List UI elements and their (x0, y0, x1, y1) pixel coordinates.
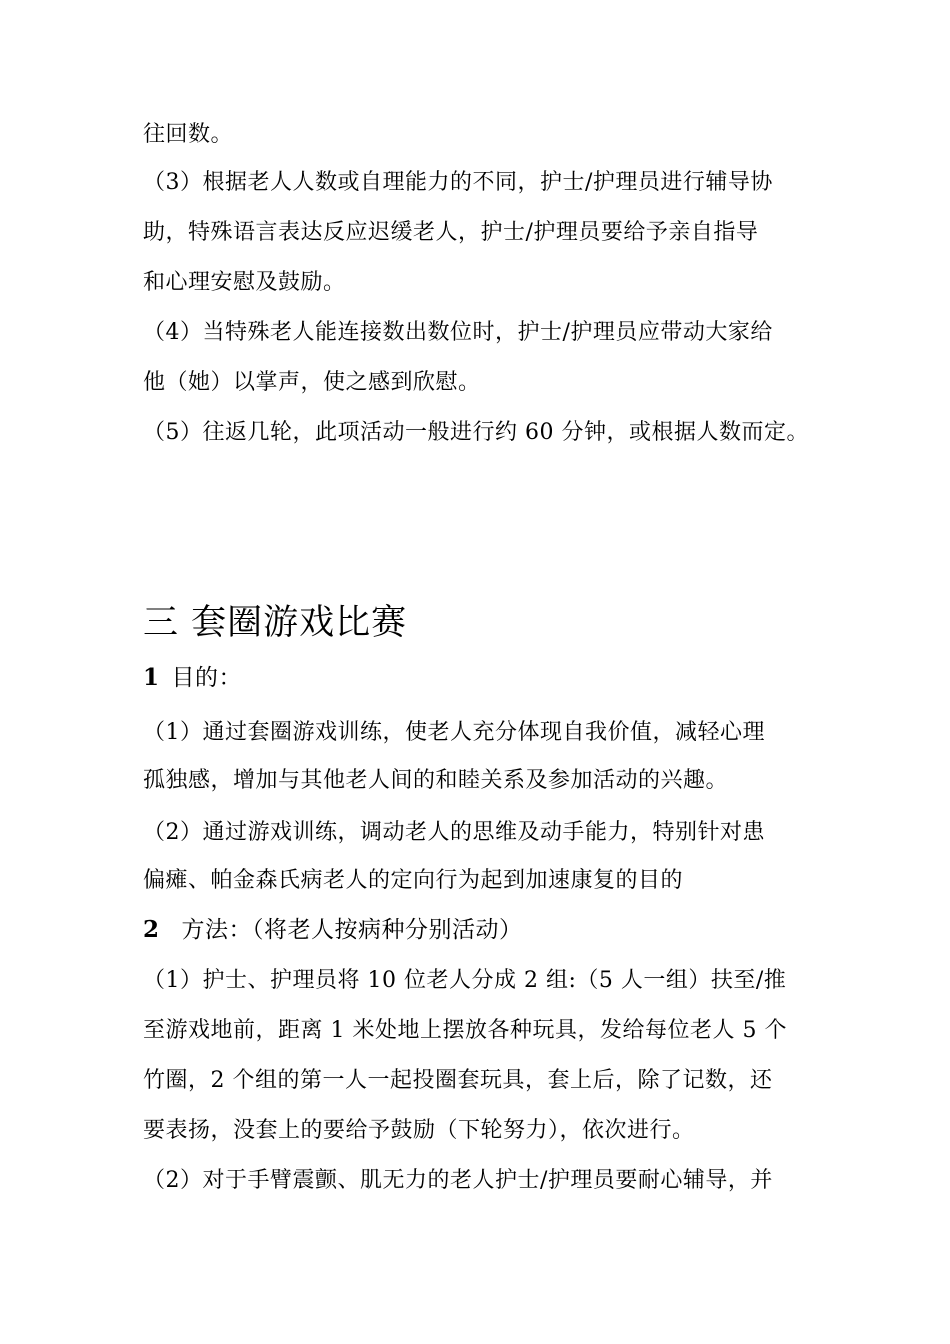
paragraph-line: （1）通过套圈游戏训练，使老人充分体现自我价值，减轻心理 (143, 720, 765, 745)
paragraph-line: （2）对于手臂震颤、肌无力的老人护士/护理员要耐心辅导，并 (143, 1168, 773, 1193)
paragraph-line: 和心理安慰及鼓励。 (143, 270, 346, 295)
paragraph-line: 助，特殊语言表达反应迟缓老人，护士/护理员要给予亲自指导 (143, 220, 759, 245)
method-heading (143, 914, 523, 946)
method-label: 方法：（将老人按病种分别活动） (181, 917, 523, 943)
paragraph-line: （3）根据老人人数或自理能力的不同，护士/护理员进行辅导协 (143, 170, 773, 195)
purpose-heading (143, 662, 242, 694)
paragraph-line: 往回数。 (143, 122, 234, 147)
paragraph-line: （1）护士、护理员将 10 位老人分成 2 组:（5 人一组）扶至/推 (143, 968, 787, 993)
method-number: 2 (143, 916, 160, 943)
paragraph-line: 他（她）以掌声，使之感到欣慰。 (143, 370, 481, 395)
paragraph-line: （4）当特殊老人能连接数出数位时，护士/护理员应带动大家给 (143, 320, 773, 345)
purpose-number: 1 (143, 664, 160, 691)
paragraph-line: （2）通过游戏训练，调动老人的思维及动手能力，特别针对患 (143, 820, 765, 845)
paragraph-line: 至游戏地前，距离 1 米处地上摆放各种玩具，发给每位老人 5 个 (143, 1018, 787, 1043)
paragraph-line: 孤独感，增加与其他老人间的和睦关系及参加活动的兴趣。 (143, 768, 729, 793)
paragraph-line: （5）往返几轮，此项活动一般进行约 60 分钟，或根据人数而定。 (143, 420, 809, 445)
paragraph-line: 竹圈，2 个组的第一人一起投圈套玩具，套上后，除了记数，还 (143, 1068, 773, 1093)
section-title: 三 套圈游戏比赛 (143, 603, 408, 643)
paragraph-line: 偏瘫、帕金森氏病老人的定向行为起到加速康复的目的 (143, 868, 684, 893)
paragraph-line: 要表扬，没套上的要给予鼓励（下轮努力），依次进行。 (143, 1118, 695, 1143)
purpose-label: 目的： (171, 665, 243, 691)
